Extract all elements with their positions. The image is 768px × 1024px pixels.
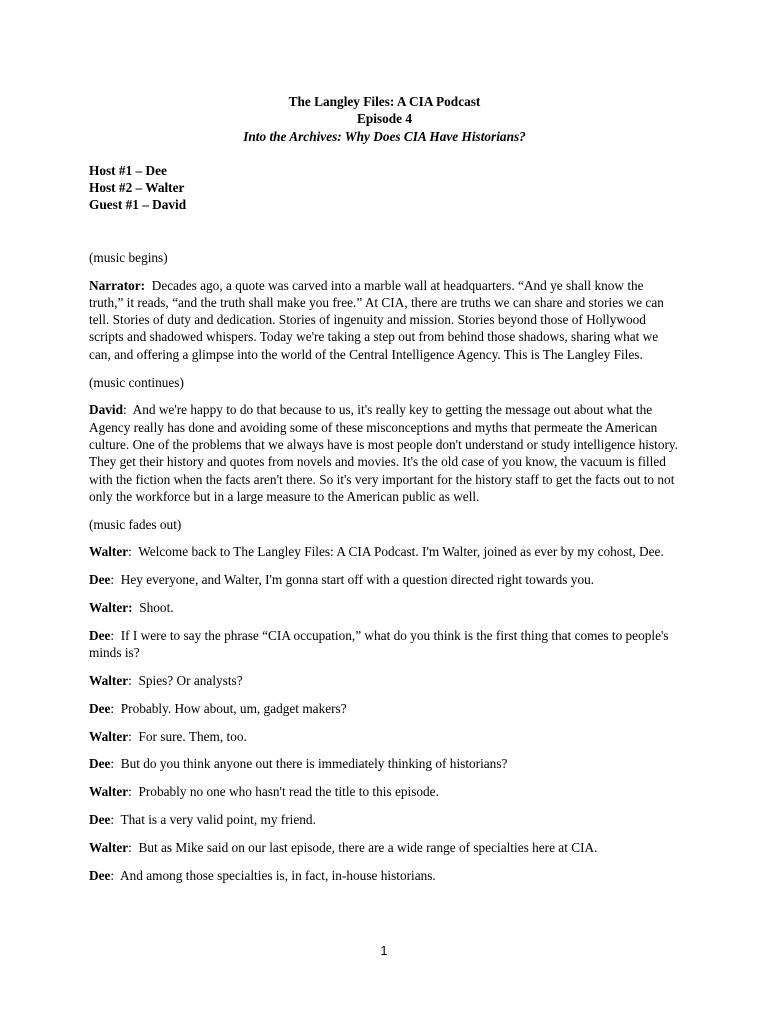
transcript-line [89,627,680,662]
speaker-name: Dee [89,700,111,716]
speaker-name: Walter [89,839,129,855]
speaker-separator: : [123,402,133,418]
stage-direction: (music begins) [89,249,168,265]
line-text: And we're happy to do that because to us, it's really key to getting the message out about what the Agency really has done and avoiding some of these misconceptions and myths that permeate the American culture. One of the problems that we always have is most people don't understand or study intelligence history. They get their history and quotes from novels and movies. It's the old case of you know, the vacuum is filled with the fiction when the facts aren't there. So it's very important for the history staff to get the facts out to not only the workforce but in a large measure to the American public as well. [89,402,679,504]
transcript-line [89,755,680,772]
cast-list [89,162,680,214]
speaker-name: David [89,402,123,418]
stage-direction: (music fades out) [89,516,182,532]
line-text: But as Mike said on our last episode, there are a wide range of specialties here at CIA. [138,839,598,855]
speaker-name: Walter: [89,600,133,616]
line-text: Shoot. [139,600,174,616]
cast-guest-1: Guest #1 – David [89,197,187,213]
speaker-name: Walter [89,784,129,800]
line-text: If I were to say the phrase “CIA occupation,” what do you think is the first thing that comes to people's minds is? [89,627,669,661]
transcript [89,249,680,884]
speaker-separator: : [110,867,121,883]
transcript-line [89,811,680,828]
transcript-line [89,783,680,800]
line-text: But do you think anyone out there is immediately thinking of historians? [120,756,508,772]
speaker-name: Walter [89,544,129,560]
podcast-title: The Langley Files: A CIA Podcast [288,94,481,109]
line-text: That is a very valid point, my friend. [120,811,316,827]
speaker-separator: : [128,839,139,855]
episode-subtitle: Into the Archives: Why Does CIA Have Historians? [243,128,526,144]
line-text: Decades ago, a quote was carved into a marble wall at headquarters. “And ye shall know the truth,” it reads, “and the truth shall make you free.” At CIA, there are truths we can share and stories we can tell. Stories of duty and dedication. Stories of ingenuity and mission. Stories beyond those of Hollywood scripts and shadowed whispers. Today we're taking a step out from behind those shadows, sharing what we can, and offering a glimpse into the world of the Central Intelligence Agency. This is The Langley Files. [89,277,664,362]
speaker-separator: : [128,672,139,688]
speaker-separator: : [128,544,139,560]
transcript-line [89,728,680,745]
title-block [89,93,680,145]
speaker-separator: : [110,700,121,716]
line-text: Welcome back to The Langley Files: A CIA Podcast. I'm Walter, joined as ever by my cohost, Dee. [138,544,664,560]
speaker-name: Dee [89,572,111,588]
line-text: And among those specialties is, in fact, in-house historians. [120,867,436,883]
transcript-line [89,672,680,689]
speaker-separator: : [128,784,139,800]
speaker-name: Walter [89,728,129,744]
speaker-name: Dee [89,627,111,643]
speaker-separator [145,278,152,293]
transcript-line [89,543,680,560]
transcript-line [89,867,680,884]
transcript-line [89,839,680,856]
line-text: For sure. Them, too. [138,728,247,744]
line-text: Spies? Or analysts? [138,672,243,688]
speaker-separator: : [128,728,139,744]
speaker-name: Narrator: [89,277,146,293]
transcript-line [89,571,680,588]
speaker-name: Dee [89,867,111,883]
line-text: Probably. How about, um, gadget makers? [120,700,347,716]
speaker-name: Walter [89,672,129,688]
speaker-separator: : [110,627,121,643]
transcript-line [89,599,680,616]
speaker-separator: : [110,756,121,772]
cast-host-1: Host #1 – Dee [89,162,167,178]
speaker-separator: : [110,572,121,588]
speaker-separator: : [110,811,121,827]
transcript-line [89,401,680,505]
line-text: Probably no one who hasn't read the title to this episode. [138,784,439,800]
episode-number: Episode 4 [356,111,413,127]
speaker-name: Dee [89,811,111,827]
cast-host-2: Host #2 – Walter [89,180,185,196]
speaker-name: Dee [89,756,111,772]
stage-direction: (music continues) [89,374,184,390]
page-number: 1 [380,944,388,958]
transcript-line [89,277,680,363]
transcript-line [89,700,680,717]
line-text: Hey everyone, and Walter, I'm gonna start off with a question directed right towards you. [120,572,595,588]
